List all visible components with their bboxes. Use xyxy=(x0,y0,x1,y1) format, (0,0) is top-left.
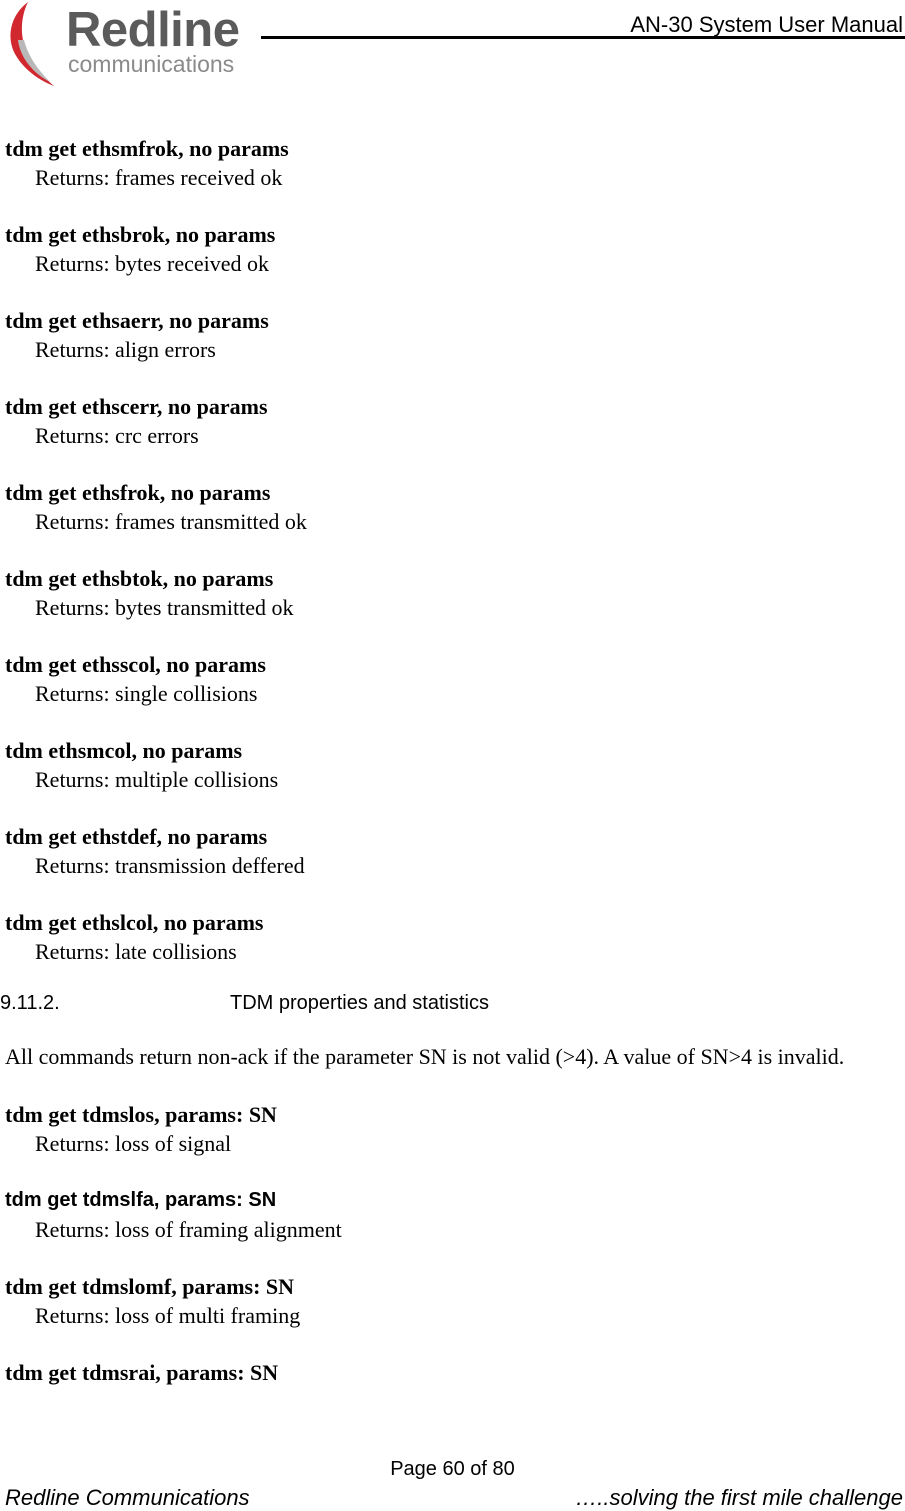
command-name: tdm get ethslcol, no params xyxy=(5,910,264,935)
command-entry xyxy=(5,478,895,536)
command-returns: Returns: loss of framing alignment xyxy=(35,1217,342,1242)
footer-tagline: …..solving the first mile challenge xyxy=(575,1485,903,1510)
logo-subtitle: communications xyxy=(68,51,235,77)
intro-paragraph: All commands return non-ack if the parameter SN is not valid (>4). A value of SN>4 is invalid. xyxy=(5,1044,845,1069)
command-returns: Returns: crc errors xyxy=(35,423,199,448)
command-returns: Returns: loss of signal xyxy=(35,1131,232,1156)
command-name: tdm ethsmcol, no params xyxy=(5,738,243,763)
command-entry xyxy=(5,822,895,880)
command-entry xyxy=(5,1358,895,1387)
command-returns: Returns: align errors xyxy=(35,337,216,362)
command-returns: Returns: frames transmitted ok xyxy=(35,509,307,534)
redline-swoosh-icon xyxy=(4,0,64,88)
command-name: tdm get tdmslfa, params: SN xyxy=(5,1189,277,1211)
command-name: tdm get ethsbtok, no params xyxy=(5,566,274,591)
page-body xyxy=(0,134,895,1415)
command-entry xyxy=(5,564,895,622)
command-returns: Returns: frames received ok xyxy=(35,165,283,190)
logo-wordmark: Redline xyxy=(66,3,240,57)
page-number: Page 60 of 80 xyxy=(390,1458,515,1480)
section-title: TDM properties and statistics xyxy=(230,992,489,1014)
command-name: tdm get ethsmfrok, no params xyxy=(5,136,289,161)
command-entry xyxy=(5,306,895,364)
command-name: tdm get tdmslomf, params: SN xyxy=(5,1274,295,1299)
command-entry xyxy=(5,736,895,794)
command-returns: Returns: bytes received ok xyxy=(35,251,269,276)
command-entry xyxy=(5,1186,895,1244)
command-entry xyxy=(5,1272,895,1330)
section-number: 9.11.2. xyxy=(0,992,60,1014)
command-name: tdm get ethsaerr, no params xyxy=(5,308,269,333)
section-heading xyxy=(0,990,890,1016)
command-name: tdm get ethsfrok, no params xyxy=(5,480,271,505)
command-returns: Returns: single collisions xyxy=(35,681,258,706)
command-entry xyxy=(5,134,895,192)
page-header xyxy=(0,0,905,95)
command-name: tdm get ethsbrok, no params xyxy=(5,222,276,247)
command-entry xyxy=(5,650,895,708)
redline-logo xyxy=(4,0,259,88)
command-name: tdm get ethscerr, no params xyxy=(5,394,268,419)
command-entry xyxy=(5,1100,895,1158)
command-name: tdm get ethsscol, no params xyxy=(5,652,266,677)
command-name: tdm get tdmslos, params: SN xyxy=(5,1102,277,1127)
command-name: tdm get ethstdef, no params xyxy=(5,824,268,849)
footer-company: Redline Communications xyxy=(5,1485,250,1510)
command-returns: Returns: bytes transmitted ok xyxy=(35,595,294,620)
command-returns: Returns: multiple collisions xyxy=(35,767,279,792)
command-name: tdm get tdmsrai, params: SN xyxy=(5,1360,279,1385)
command-returns: Returns: late collisions xyxy=(35,939,237,964)
command-returns: Returns: loss of multi framing xyxy=(35,1303,301,1328)
command-entry xyxy=(5,908,895,966)
document-title: AN-30 System User Manual xyxy=(630,12,903,37)
command-entry xyxy=(5,392,895,450)
command-returns: Returns: transmission deffered xyxy=(35,853,305,878)
command-entry xyxy=(5,220,895,278)
